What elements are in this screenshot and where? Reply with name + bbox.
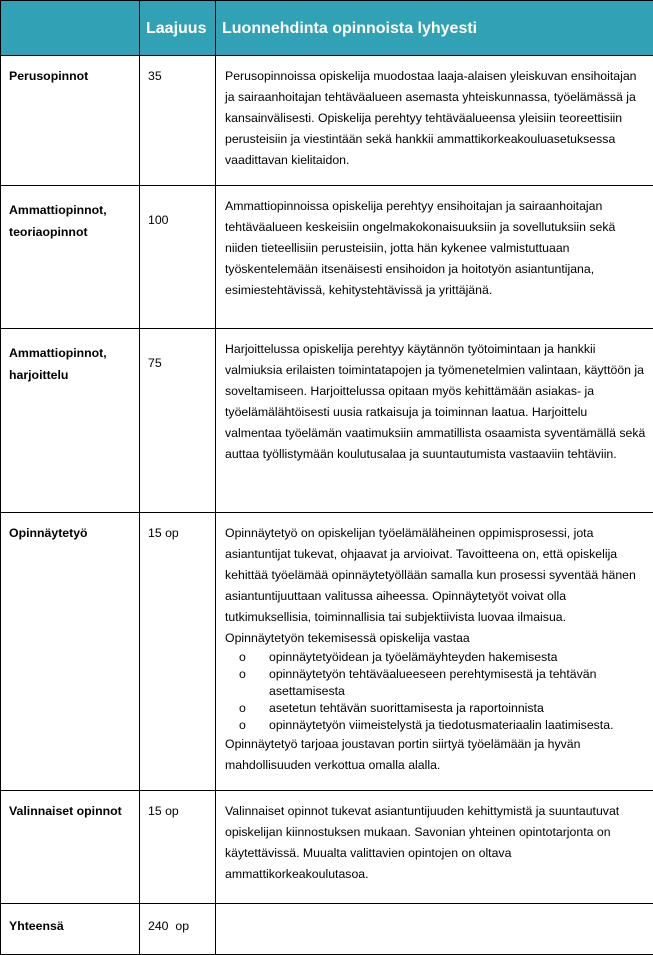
total-description bbox=[216, 904, 653, 955]
total-scope: 240 op bbox=[140, 904, 216, 955]
study-scope: 35 bbox=[140, 56, 216, 186]
table-row bbox=[1, 186, 653, 329]
list-item bbox=[239, 666, 647, 700]
study-description: Perusopinnoissa opiskelija muodostaa laaja-alaisen yleiskuvan ensihoitajan ja sairaanhoitajan tehtäväalueen asemasta yhteiskunnassa, työelämässä ja kansainvälisesti. Opiskelija perehtyy tehtäväalueensa yleisiin teoreettisiin perusteisiin ja viestintään sekä hankkii ammattikorkeakouluasetuksessa vaadittavan kielitaidon. bbox=[216, 56, 653, 186]
study-scope: 100 bbox=[140, 186, 216, 329]
study-description bbox=[216, 513, 653, 791]
thesis-intro-text: Opinnäytetyö on opiskelijan työelämäläheinen oppimisprosessi, jota asiantuntijat tukevat, ohjaavat ja arvioivat. Tavoitteena on, että opiskelija kehittää työelämää opinnäytetyöllään samalla kun prosessi syventää hänen asiantuntijuuttaan valitussa aiheessa. Opinnäytetyöt voivat olla tutkimuksellisia, toiminnallisia tai subjektiivista luovaa ilmaisua. Opinnäytetyön tekemisessä opiskelija vastaa bbox=[225, 523, 647, 649]
study-description: Harjoittelussa opiskelija perehtyy käytännön työtoimintaan ja hankkii valmiuksia erilaisten toimintatapojen ja työmenetelmien valintaan, käyttöön ja soveltamiseen. Harjoittelussa opitaan myös kehittämään asiakas- ja työelämälähtöisesti uusia ratkaisuja ja toiminnan laatua. Harjoittelu valmentaa työelämän vaatimuksiin ammatillista osaamista syventämällä sekä auttaa työllistymään koulutusalaa ja suuntautumista vastaaviin tehtäviin. bbox=[216, 329, 653, 513]
table-header bbox=[1, 1, 653, 56]
study-scope: 75 bbox=[140, 329, 216, 513]
table-row bbox=[1, 791, 653, 904]
study-name: Ammattiopinnot, harjoittelu bbox=[1, 329, 140, 513]
circle-bullet-icon: o bbox=[239, 700, 246, 717]
header-row bbox=[1, 1, 653, 56]
list-item bbox=[239, 700, 647, 717]
total-label: Yhteensä bbox=[1, 904, 140, 955]
header-name-column bbox=[1, 1, 140, 56]
table-row bbox=[1, 329, 653, 513]
study-name: Perusopinnot bbox=[1, 56, 140, 186]
table-row bbox=[1, 56, 653, 186]
study-name: Opinnäytetyö bbox=[1, 513, 140, 791]
study-name: Ammattiopinnot, teoriaopinnot bbox=[1, 186, 140, 329]
thesis-closing-text: Opinnäytetyö tarjoaa joustavan portin siirtyä työelämään ja hyvän mahdollisuuden verkottua omalla alalla. bbox=[225, 734, 647, 776]
list-item-text: opinnäytetyön tehtäväalueeseen perehtymisestä ja tehtävän asettamisesta bbox=[269, 667, 596, 698]
thesis-responsibility-list bbox=[225, 649, 647, 734]
total-row bbox=[1, 904, 653, 955]
list-item-text: asetetun tehtävän suorittamisesta ja raportoinnista bbox=[269, 701, 544, 715]
list-item bbox=[239, 649, 647, 666]
list-item-text: opinnäytetyön viimeistelystä ja tiedotusmateriaalin laatimisesta. bbox=[269, 718, 613, 732]
list-item-text: opinnäytetyöidean ja työelämäyhteyden hakemisesta bbox=[269, 650, 557, 664]
header-description-column: Luonnehdinta opinnoista lyhyesti bbox=[216, 1, 653, 56]
header-scope-column: Laajuus bbox=[140, 1, 216, 56]
list-item bbox=[239, 717, 647, 734]
study-description: Ammattiopinnoissa opiskelija perehtyy ensihoitajan ja sairaanhoitajan tehtäväalueen keskeisiin ongelmakokonaisuuksiin ja sovellutuksiin sekä niiden tieteellisiin perusteisiin, jotta hän kykenee valmistuttuaan työskentelemään itsenäisesti ensihoidon ja hoitotyön asiantuntijana, esimiestehtävissä, kehitystehtävissä ja yrittäjänä. bbox=[216, 186, 653, 329]
table-row bbox=[1, 513, 653, 791]
study-scope: 15 op bbox=[140, 791, 216, 904]
circle-bullet-icon: o bbox=[239, 717, 246, 734]
study-scope: 15 op bbox=[140, 513, 216, 791]
study-name: Valinnaiset opinnot bbox=[1, 791, 140, 904]
study-description: Valinnaiset opinnot tukevat asiantuntijuuden kehittymistä ja suuntautuvat opiskelijan kiinnostuksen mukaan. Savonian yhteinen opintotarjonta on käytettävissä. Muualta valittavien opintojen on oltava ammattikorkeakoulutasoa. bbox=[216, 791, 653, 904]
circle-bullet-icon: o bbox=[239, 666, 246, 683]
circle-bullet-icon: o bbox=[239, 649, 246, 666]
